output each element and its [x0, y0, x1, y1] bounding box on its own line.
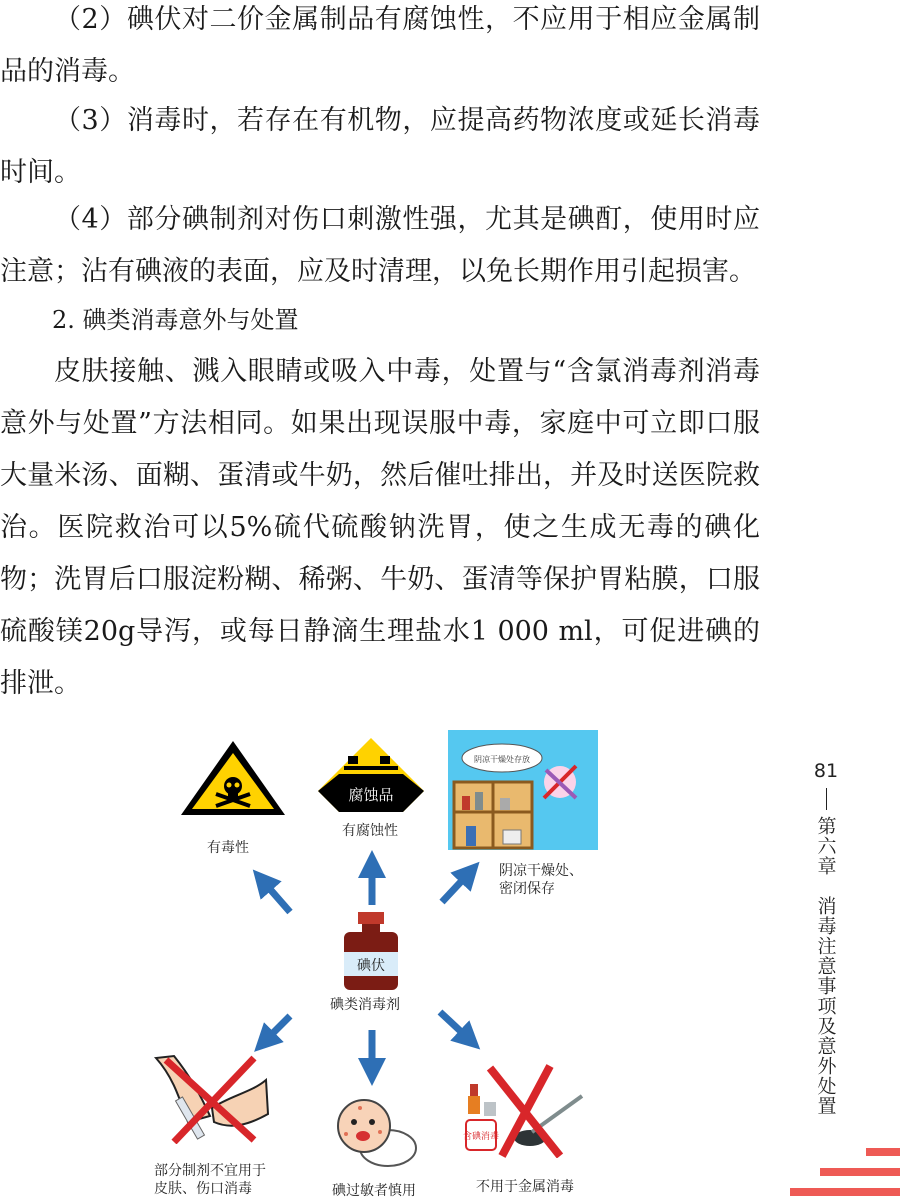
paragraph-3: （3）消毒时，若存在有机物，应提高药物浓度或延长消毒时间。 [0, 105, 760, 188]
chapter-sidebar [808, 760, 844, 1120]
corrosive-hazard-icon [318, 738, 424, 812]
label-storage-line1: 阴凉干燥处、 [499, 863, 583, 879]
bandage-text: 含碘消毒 [462, 1132, 500, 1142]
chapter-title: 第六章 消毒注意事项及意外处置 [814, 816, 837, 1116]
bottle-label: 碘伏 [357, 958, 385, 974]
arrow-down-left [264, 1016, 290, 1042]
decorative-stripe [866, 1148, 900, 1156]
label-skin-line1: 部分制剂不宜用于 [154, 1163, 266, 1179]
allergy-baby-icon [330, 1090, 420, 1170]
section-heading: 2. 碘类消毒意外与处置 [52, 306, 299, 334]
arrow-up-right [442, 872, 470, 902]
paragraph-2: （2）碘伏对二价金属制品有腐蚀性，不应用于相应金属制品的消毒。 [0, 4, 760, 87]
iodine-bottle-icon [338, 912, 404, 992]
storage-sign-text: 阴凉干燥处存放 [474, 755, 530, 764]
sidebar-separator [826, 788, 827, 810]
decorative-stripe [820, 1168, 900, 1176]
paragraph-4: （4）部分碘制剂对伤口刺激性强，尤其是碘酊，使用时应注意；沾有碘液的表面，应及时清理，以免长期作用引起损害。 [0, 204, 760, 287]
label-skin [154, 1162, 266, 1198]
skin-wound-crossed-icon [152, 1050, 270, 1144]
metal-crossed-icon [460, 1062, 588, 1158]
page-number: 81 [813, 760, 839, 782]
label-skin-line2: 皮肤、伤口消毒 [154, 1181, 252, 1197]
decorative-stripe [790, 1188, 900, 1196]
label-metal: 不用于金属消毒 [476, 1179, 574, 1195]
label-toxic: 有毒性 [207, 840, 249, 856]
arrow-down-right [440, 1012, 470, 1040]
corrosive-sign-text: 腐蚀品 [348, 786, 394, 804]
label-storage-line2: 密闭保存 [499, 881, 555, 897]
toxic-skull-icon [178, 738, 288, 818]
label-center: 碘类消毒剂 [330, 997, 400, 1013]
storage-cabinet-icon [448, 730, 598, 850]
label-allergy: 碘过敏者慎用 [332, 1183, 416, 1199]
body-paragraph: 皮肤接触、溅入眼睛或吸入中毒，处置与“含氯消毒剂消毒意外与处置”方法相同。如果出现误服中毒，家庭中可立即口服大量米汤、面糊、蛋清或牛奶，然后催吐排出，并及时送医院救治。医院救治可以5%硫代硫酸钠洗胃，使之生成无毒的碘化物；洗胃后口服淀粉糊、稀粥、牛奶、蛋清等保护胃粘膜，口服硫酸镁20g导泻，或每日静滴生理盐水1 000 ml，可促进碘的排泄。 [0, 356, 760, 699]
arrow-up-left [262, 880, 290, 912]
label-corrosive: 有腐蚀性 [342, 823, 398, 839]
label-storage [499, 862, 583, 898]
